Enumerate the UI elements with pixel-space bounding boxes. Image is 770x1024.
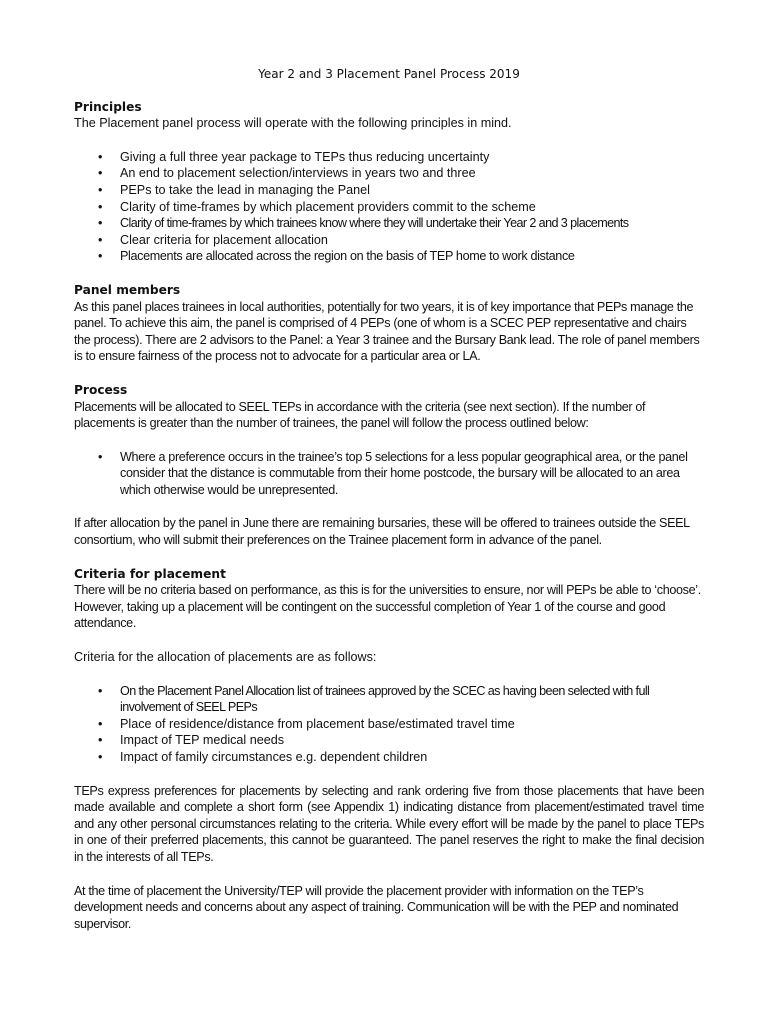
list-item: • Giving a full three year package to TEPs thus reducing uncertainty — [120, 149, 704, 166]
document-title: Year 2 and 3 Placement Panel Process 2019 — [258, 67, 520, 81]
list-item: • Place of residence/distance from placement base/estimated travel time — [120, 716, 704, 733]
list-item: • On the Placement Panel Allocation list of trainees approved by the SCEC as having been selected with full involvement of SEEL PEPs — [120, 683, 704, 716]
document-page — [74, 62, 704, 932]
criteria-allocation-intro: Criteria for the allocation of placements are as follows: — [74, 650, 377, 665]
process-heading: Process — [74, 382, 128, 397]
list-item: • Where a preference occurs in the trainee’s top 5 selections for a less popular geographical area, or the panel consider that the distance is commutable from their home postcode, the bursary will be allocated to an area which otherwise would be unrepresented. — [120, 449, 704, 499]
list-item: • Impact of TEP medical needs — [120, 732, 704, 749]
panel-members-text: As this panel places trainees in local authorities, potentially for two years, it is of key importance that PEPs manage the panel. To achieve this aim, the panel is comprised of 4 PEPs (one of whom is a SCEC PEP representative and chairs the process). There are 2 advisors to the Panel: a Year 3 trainee and the Bursary Bank lead. The role of panel members is to ensure fairness of the process not to advocate for a particular area or LA. — [74, 299, 700, 364]
list-item: • An end to placement selection/interviews in years two and three — [120, 165, 704, 182]
panel-members-heading: Panel members — [74, 282, 181, 297]
principles-list — [120, 149, 704, 265]
criteria-heading: Criteria for placement — [74, 566, 226, 581]
list-item: • Clarity of time-frames by which placement providers commit to the scheme — [120, 199, 704, 216]
list-item: • Clarity of time-frames by which trainees know where they will undertake their Year 2 and 3 placements — [120, 215, 645, 232]
list-item: • Impact of family circumstances e.g. dependent children — [120, 749, 704, 766]
criteria-list — [120, 683, 704, 766]
preferences-text: TEPs express preferences for placements by selecting and rank ordering five from those placements that have been made available and complete a short form (see Appendix 1) indicating distance from placement/estimated travel time and any other personal circumstances relating to the criteria. While every effort will be made by the panel to place TEPs in one of their preferred placements, this cannot be guaranteed. The panel reserves the right to make the final decision in the interests of all TEPs. — [74, 783, 704, 864]
principles-intro: The Placement panel process will operate with the following principles in mind. — [74, 116, 512, 131]
closing-text: At the time of placement the University/TEP will provide the placement provider with information on the TEP’s development needs and concerns about any aspect of training. Communication will be with the PEP and nominated supervisor. — [74, 883, 679, 931]
process-text: Placements will be allocated to SEEL TEPs in accordance with the criteria (see next section). If the number of placements is greater than the number of trainees, the panel will follow the process outlined below: — [74, 399, 646, 431]
list-item: • Clear criteria for placement allocation — [120, 232, 704, 249]
process-after-text: If after allocation by the panel in June there are remaining bursaries, these will be offered to trainees outside the SEEL consortium, who will submit their preferences on the Trainee placement form in advance of the panel. — [74, 516, 690, 548]
criteria-text: There will be no criteria based on performance, as this is for the universities to ensure, nor will PEPs be able to ‘choose’. However, taking up a placement will be contingent on the successful completion of Year 1 of the course and good attendance. — [74, 583, 701, 631]
principles-heading: Principles — [74, 99, 142, 114]
process-list — [120, 449, 704, 499]
list-item: • Placements are allocated across the region on the basis of TEP home to work distance — [120, 248, 704, 265]
list-item: • PEPs to take the lead in managing the Panel — [120, 182, 704, 199]
